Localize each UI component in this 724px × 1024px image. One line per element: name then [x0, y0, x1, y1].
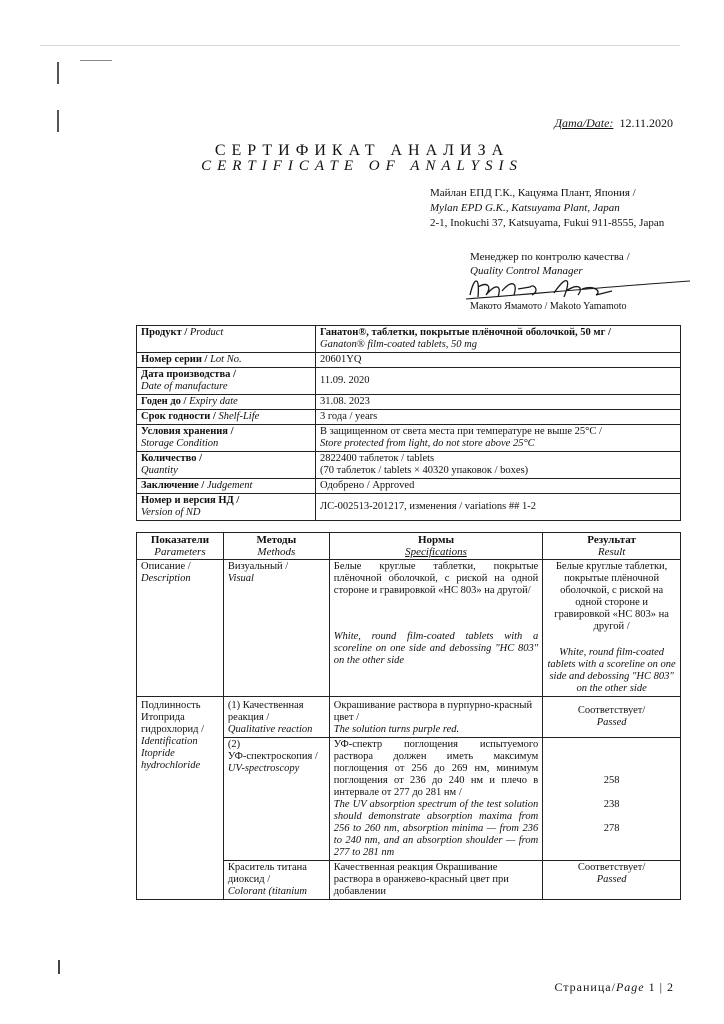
info-value: 20601YQ	[316, 353, 681, 368]
info-label: Условия хранения / Storage Condition	[137, 425, 316, 452]
method-cell: (2) УФ-спектроскопия / UV-spectroscopy	[223, 738, 329, 861]
spec-cell: Качественная реакция Окрашивание раствора в оранжево-красный цвет при добавлении	[329, 861, 542, 900]
spec-cell: УФ-спектр поглощения испытуемого раствора должен иметь максимум поглощения от 256 до 269 нм, минимум поглощения от 236 до 240 нм и плечо в интервале от 277 до 281 нм / The UV absorption spectrum of the test solution should demonstrate absorption maxima from 256 to 260 nm, absorption minima — from 236 to 240 nm, and an absorption shoulder — from 277 to 281 nm	[329, 738, 542, 861]
date: Дата/Date: 12.11.2020	[554, 116, 673, 130]
table-row	[137, 395, 681, 410]
table-row	[137, 410, 681, 425]
scan-mark	[57, 62, 59, 84]
scan-mark	[80, 60, 112, 61]
info-label: Продукт / Product	[137, 326, 316, 353]
result-cell: Соответствует/ Passed	[543, 697, 681, 738]
info-value: 2822400 таблеток / tablets (70 таблеток / tablets × 40320 упаковок / boxes)	[316, 452, 681, 479]
table-header	[137, 533, 681, 560]
result-cell: Белые круглые таблетки, покрытые плёночной оболочкой, с риской на одной стороне и гравировкой «НС 803» на другой / White, round film-coated tablets with a scoreline on one side and debossing "HC 803" on the other side	[543, 560, 681, 697]
info-value: ЛС-002513-201217, изменения / variations ## 1-2	[316, 494, 681, 521]
spec-cell: Окрашивание раствора в пурпурно-красный цвет / The solution turns purple red.	[329, 697, 542, 738]
col-result: Результат Result	[543, 533, 681, 560]
info-label: Номер и версия НД / Version of ND	[137, 494, 316, 521]
method-cell: (1) Качественная реакция / Qualitative reaction	[223, 697, 329, 738]
title-en: CERTIFICATE OF ANALYSIS	[201, 158, 523, 174]
info-label: Заключение / Judgement	[137, 479, 316, 494]
analysis-table	[136, 532, 681, 900]
col-parameters: Показатели Parameters	[137, 533, 224, 560]
info-label: Номер серии / Lot No.	[137, 353, 316, 368]
issuer-ru: Майлан ЕПД Г.К., Кацуяма Плант, Япония /	[430, 187, 636, 199]
scan-mark	[57, 110, 59, 132]
col-specifications: Нормы Specifications	[329, 533, 542, 560]
table-row	[137, 368, 681, 395]
spec-cell: Белые круглые таблетки, покрытые плёночной оболочкой, с риской на одной стороне и гравировкой «НС 803» на другой/ White, round film-coated tablets with a scoreline on one side and debossing "HC 803" on the other side	[329, 560, 542, 697]
table-row	[137, 452, 681, 479]
issuer-block	[430, 186, 664, 231]
table-row	[137, 494, 681, 521]
product-info-table	[136, 325, 681, 521]
manager-ru: Менеджер по контролю качества /	[470, 251, 630, 263]
col-methods: Методы Methods	[223, 533, 329, 560]
info-value: 3 года / years	[316, 410, 681, 425]
info-value: Ганатон®, таблетки, покрытые плёночной оболочкой, 50 мг / Ganaton® film-coated tablets, 50 mg	[316, 326, 681, 353]
method-cell: Краситель титана диоксид / Colorant (titanium	[223, 861, 329, 900]
info-value: 11.09. 2020	[316, 368, 681, 395]
issuer-en: Mylan EPD G.K., Katsuyama Plant, Japan	[430, 202, 620, 214]
method-cell: Визуальный / Visual	[223, 560, 329, 697]
info-label: Годен до / Expiry date	[137, 395, 316, 410]
param-cell: Описание / Description	[137, 560, 224, 697]
title-ru: СЕРТИФИКАТ АНАЛИЗА	[214, 142, 510, 159]
table-row	[137, 479, 681, 494]
manager-en: Quality Control Manager	[470, 265, 583, 277]
result-cell: Соответствует/ Passed	[543, 861, 681, 900]
page-number: Страница/Page 1 | 2	[554, 980, 674, 994]
table-row	[137, 425, 681, 452]
table-row	[137, 326, 681, 353]
table-row	[137, 697, 681, 738]
scan-mark	[58, 960, 60, 974]
table-row	[137, 353, 681, 368]
info-value: В защищенном от света места при температуре не выше 25°C / Store protected from light, do not store above 25°C	[316, 425, 681, 452]
signer-name: Макото Ямамото / Makoto Yamamoto	[470, 301, 627, 312]
info-label: Срок годности / Shelf-Life	[137, 410, 316, 425]
info-label: Количество / Quantity	[137, 452, 316, 479]
result-cell: 258 238 278	[543, 738, 681, 861]
issuer-address: 2-1, Inokuchi 37, Katsuyama, Fukui 911-8555, Japan	[430, 217, 665, 229]
param-cell: Подлинность Итоприда гидрохлорид / Identification Itopride hydrochloride	[137, 697, 224, 900]
info-value: Одобрено / Approved	[316, 479, 681, 494]
scan-border	[40, 45, 680, 46]
table-row	[137, 560, 681, 697]
info-label: Дата производства / Date of manufacture	[137, 368, 316, 395]
info-value: 31.08. 2023	[316, 395, 681, 410]
